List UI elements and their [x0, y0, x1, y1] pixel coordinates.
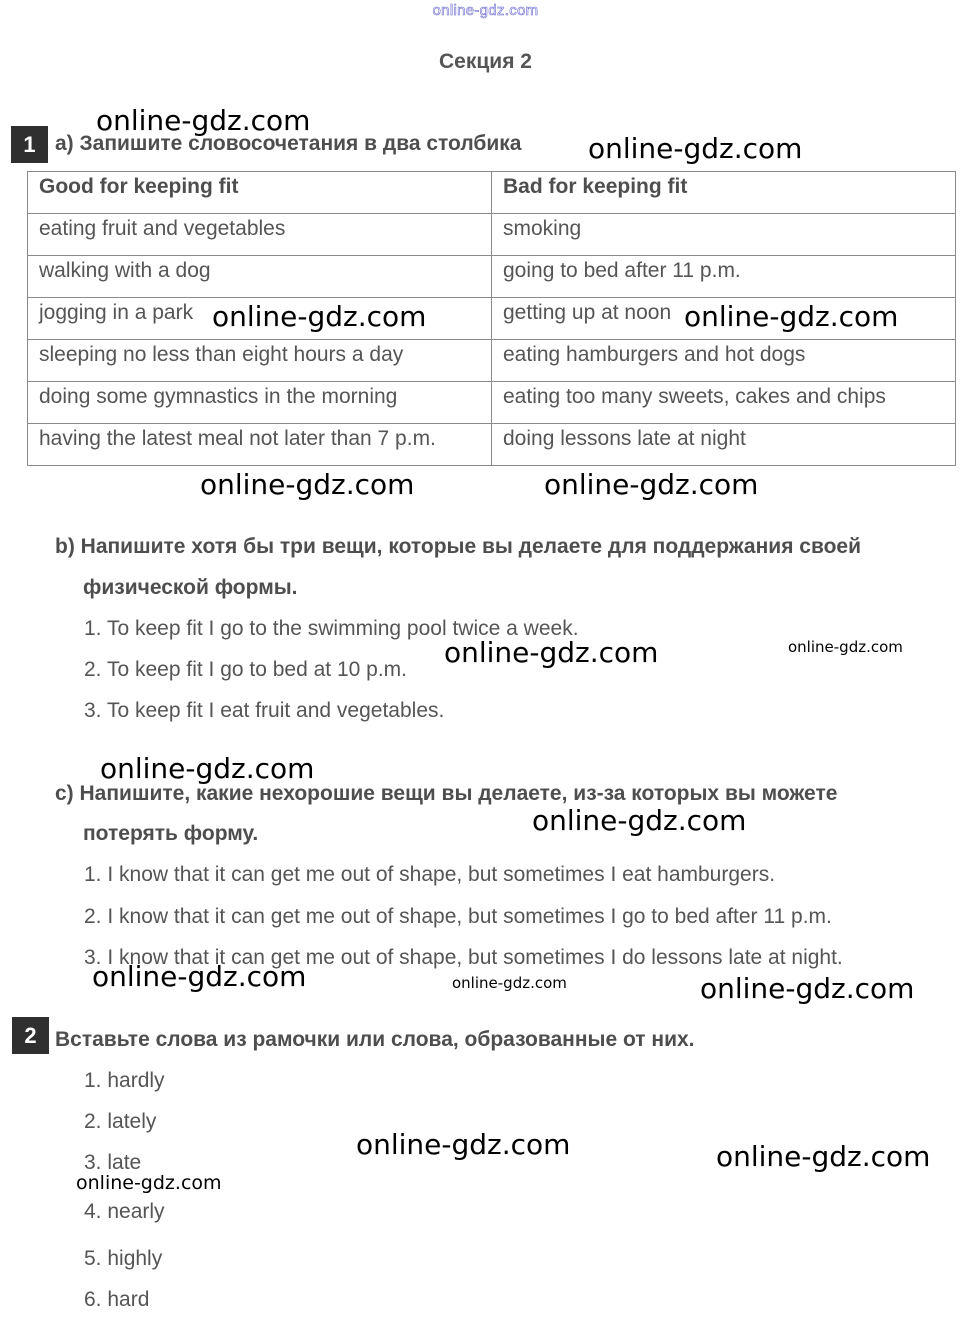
- watermark: online-gdz.com: [532, 804, 747, 837]
- watermark: online-gdz.com: [452, 974, 567, 992]
- section-title: Секция 2: [439, 50, 532, 73]
- answer-c-2: 2. I know that it can get me out of shape, but sometimes I go to bed after 11 p.m.: [84, 905, 832, 928]
- answer-2-2: 2. lately: [84, 1110, 157, 1133]
- answer-b-1: 1. To keep fit I go to the swimming pool twice a week.: [84, 617, 579, 640]
- table-row: [28, 382, 956, 424]
- answer-2-6: 6. hard: [84, 1288, 150, 1311]
- table-cell: sleeping no less than eight hours a day: [28, 340, 492, 382]
- watermark: online-gdz.com: [444, 636, 659, 669]
- watermark: online-gdz.com: [356, 1128, 571, 1161]
- task-1a-heading: a) Запишите словосочетания в два столбика: [55, 132, 522, 155]
- watermark: online-gdz.com: [588, 132, 803, 165]
- watermark: online-gdz.com: [788, 638, 903, 656]
- column-header-bad: Bad for keeping fit: [492, 172, 956, 214]
- task-2-number: 2: [12, 1017, 49, 1054]
- watermark: online-gdz.com: [544, 468, 759, 501]
- column-header-good: Good for keeping fit: [28, 172, 492, 214]
- table-header-row: [28, 172, 956, 214]
- watermark: online-gdz.com: [100, 752, 315, 785]
- watermark: online-gdz.com: [92, 960, 307, 993]
- answer-b-3: 3. To keep fit I eat fruit and vegetables.: [84, 699, 445, 722]
- table-cell: eating hamburgers and hot dogs: [492, 340, 956, 382]
- answer-c-1: 1. I know that it can get me out of shape, but sometimes I eat hamburgers.: [84, 863, 776, 886]
- table-row: [28, 256, 956, 298]
- watermark: online-gdz.com: [76, 1172, 222, 1194]
- watermark: online-gdz.com: [200, 468, 415, 501]
- table-cell: smoking: [492, 214, 956, 256]
- table-row: [28, 214, 956, 256]
- table-cell: doing some gymnastics in the morning: [28, 382, 492, 424]
- table-cell: eating fruit and vegetables: [28, 214, 492, 256]
- table-row: [28, 340, 956, 382]
- answer-2-3: 3. late: [84, 1151, 142, 1174]
- watermark: online-gdz.com: [716, 1140, 931, 1173]
- table-row: [28, 424, 956, 466]
- table-cell: eating too many sweets, cakes and chips: [492, 382, 956, 424]
- table-cell: jogging in a park: [28, 298, 492, 340]
- top-watermark: online-gdz.com: [432, 2, 539, 19]
- task-2-heading: Вставьте слова из рамочки или слова, образованные от них.: [55, 1028, 695, 1051]
- answer-2-1: 1. hardly: [84, 1069, 165, 1092]
- table-cell: having the latest meal not later than 7 p.m.: [28, 424, 492, 466]
- watermark: online-gdz.com: [212, 300, 427, 333]
- answer-b-2: 2. To keep fit I go to bed at 10 p.m.: [84, 658, 407, 681]
- task-1-number: 1: [11, 126, 48, 163]
- watermark: online-gdz.com: [684, 300, 899, 333]
- table-cell: getting up at noon: [492, 298, 956, 340]
- answer-c-3: 3. I know that it can get me out of shape, but sometimes I do lessons late at night.: [84, 946, 843, 969]
- table-cell: walking with a dog: [28, 256, 492, 298]
- task-1b-heading-line2: физической формы.: [83, 576, 298, 599]
- table-cell: doing lessons late at night: [492, 424, 956, 466]
- answer-2-5: 5. highly: [84, 1247, 163, 1270]
- watermark: online-gdz.com: [700, 972, 915, 1005]
- task-1b-heading-line1: b) Напишите хотя бы три вещи, которые вы делаете для поддержания своей: [55, 535, 862, 558]
- task-1c-heading-line1: c) Напишите, какие нехорошие вещи вы делаете, из-за которых вы можете: [55, 782, 838, 805]
- answer-2-4: 4. nearly: [84, 1200, 165, 1223]
- watermark: online-gdz.com: [96, 104, 311, 137]
- table-cell: going to bed after 11 p.m.: [492, 256, 956, 298]
- task-1c-heading-line2: потерять форму.: [83, 822, 259, 845]
